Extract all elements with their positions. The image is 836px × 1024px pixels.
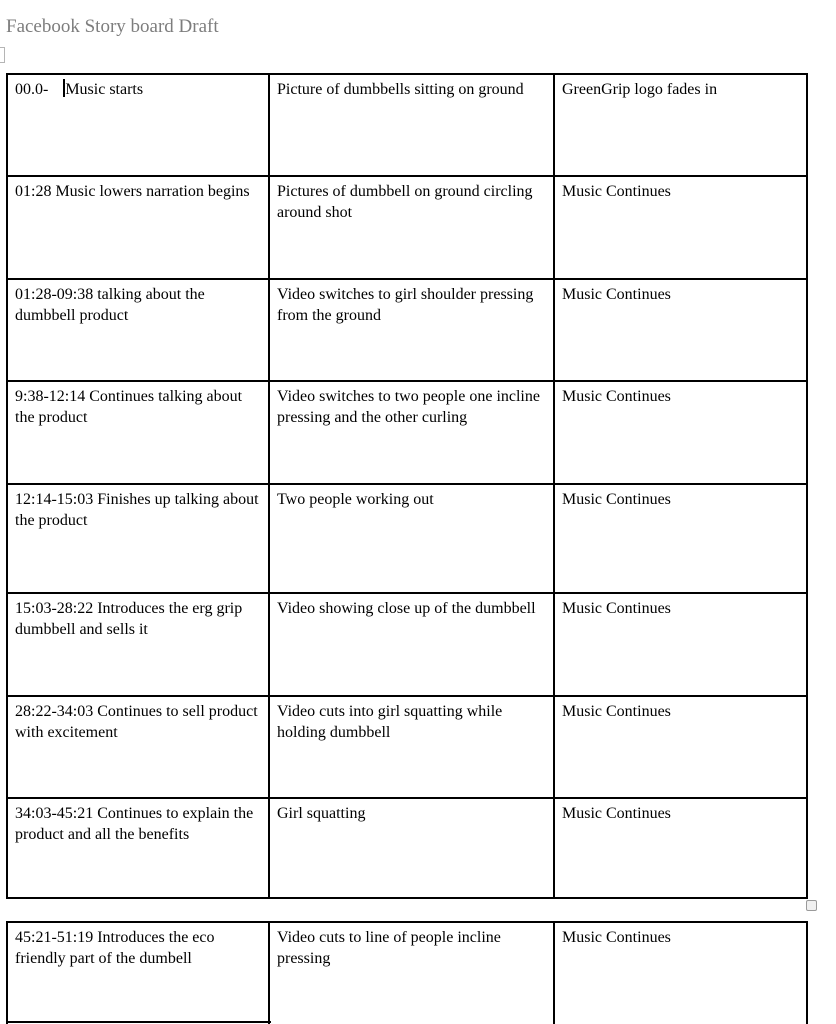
visual-text: Video cuts to line of people incline pressing xyxy=(277,929,501,967)
audio-text: 45:21-51:19 Introduces the eco friendly part of the dumbell xyxy=(15,929,215,967)
notes-cell[interactable] xyxy=(554,922,807,1024)
audio-cell[interactable] xyxy=(7,176,269,279)
visual-text: Girl squatting xyxy=(277,805,366,822)
audio-text: 34:03-45:21 Continues to explain the product and all the benefits xyxy=(15,805,254,843)
notes-text: Music Continues xyxy=(562,491,671,508)
audio-text: 12:14-15:03 Finishes up talking about the product xyxy=(15,491,259,529)
visual-text: Video showing close up of the dumbbell xyxy=(277,600,536,617)
notes-cell[interactable] xyxy=(554,696,807,798)
table-resize-handle-icon[interactable] xyxy=(806,900,817,911)
notes-text: Music Continues xyxy=(562,805,671,822)
visual-text: Two people working out xyxy=(277,491,434,508)
audio-text: 01:28-09:38 talking about the dumbbell product xyxy=(15,286,205,324)
visual-text: Picture of dumbbells sitting on ground xyxy=(277,81,524,98)
notes-text: Music Continues xyxy=(562,286,671,303)
storyboard-row xyxy=(7,176,807,279)
audio-text: 01:28 Music lowers narration begins xyxy=(15,183,250,200)
audio-text: 15:03-28:22 Introduces the erg grip dumbbell and sells it xyxy=(15,600,243,638)
visual-text: Pictures of dumbbell on ground circling around shot xyxy=(277,183,533,221)
audio-text: Music starts xyxy=(65,81,144,98)
audio-text: 9:38-12:14 Continues talking about the product xyxy=(15,388,243,426)
visual-cell[interactable] xyxy=(269,381,554,484)
notes-text: Music Continues xyxy=(562,600,671,617)
audio-text: 28:22-34:03 Continues to sell product with excitement xyxy=(15,703,258,741)
visual-cell[interactable] xyxy=(269,279,554,381)
notes-text: Music Continues xyxy=(562,703,671,720)
notes-cell[interactable] xyxy=(554,798,807,898)
storyboard-row xyxy=(7,484,807,593)
storyboard-row xyxy=(7,922,807,1024)
audio-cell[interactable] xyxy=(7,279,269,381)
visual-cell[interactable] xyxy=(269,74,554,176)
notes-cell[interactable] xyxy=(554,484,807,593)
storyboard-row xyxy=(7,279,807,381)
storyboard-row xyxy=(7,798,807,898)
notes-cell[interactable] xyxy=(554,74,807,176)
storyboard-table-2 xyxy=(6,921,808,1024)
storyboard-row xyxy=(7,74,807,176)
visual-text: Video cuts into girl squatting while holding dumbbell xyxy=(277,703,503,741)
notes-text: Music Continues xyxy=(562,929,671,946)
audio-cell[interactable] xyxy=(7,593,269,696)
visual-cell[interactable] xyxy=(269,798,554,898)
audio-cell[interactable] xyxy=(7,696,269,798)
object-anchor-icon[interactable] xyxy=(0,47,5,63)
notes-cell[interactable] xyxy=(554,176,807,279)
document-title[interactable]: Facebook Story board Draft xyxy=(6,16,219,37)
audio-cell[interactable] xyxy=(7,381,269,484)
visual-cell[interactable] xyxy=(269,484,554,593)
visual-cell[interactable] xyxy=(269,593,554,696)
audio-cell[interactable] xyxy=(7,922,269,1024)
notes-text: Music Continues xyxy=(562,388,671,405)
notes-cell[interactable] xyxy=(554,381,807,484)
notes-text: Music Continues xyxy=(562,183,671,200)
audio-cell[interactable] xyxy=(7,798,269,898)
timecode-text: 00.0- xyxy=(15,81,49,98)
visual-cell[interactable] xyxy=(269,176,554,279)
visual-cell[interactable] xyxy=(269,922,554,1024)
notes-cell[interactable] xyxy=(554,279,807,381)
visual-text: Video switches to two people one incline pressing and the other curling xyxy=(277,388,540,426)
audio-cell[interactable] xyxy=(7,74,269,176)
storyboard-row xyxy=(7,593,807,696)
storyboard-row xyxy=(7,696,807,798)
notes-text: GreenGrip logo fades in xyxy=(562,81,718,98)
audio-cell[interactable] xyxy=(7,484,269,593)
notes-cell[interactable] xyxy=(554,593,807,696)
visual-cell[interactable] xyxy=(269,696,554,798)
visual-text: Video switches to girl shoulder pressing from the ground xyxy=(277,286,534,324)
storyboard-table-1 xyxy=(6,73,808,899)
table-row-border-segment xyxy=(6,1021,271,1023)
storyboard-row xyxy=(7,381,807,484)
